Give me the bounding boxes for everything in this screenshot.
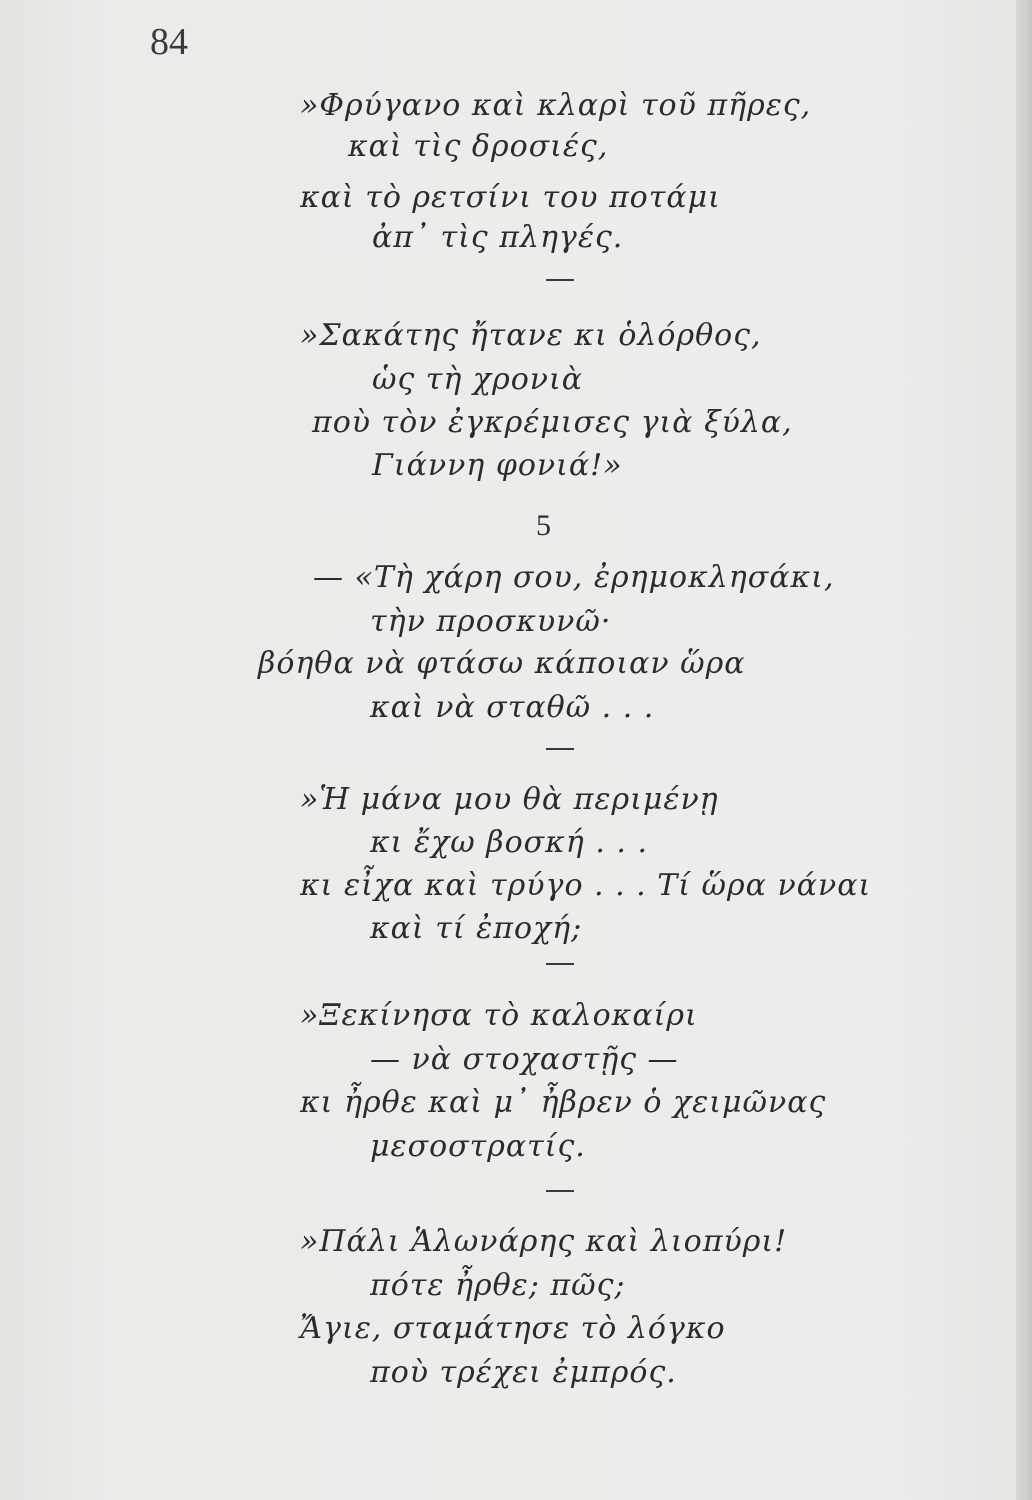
poem-line: ὡς τὴ χρονιὰ <box>372 362 584 397</box>
section-number: 5 <box>536 509 551 542</box>
stanza-separator <box>546 279 574 281</box>
poem-line: — «Τὴ χάρη σου, ἐρημοκλησάκι, <box>313 560 835 595</box>
poem-line: »Φρύγανο καὶ κλαρὶ τοῦ πῆρες, <box>300 88 812 123</box>
poem-line: κι εἶχα καὶ τρύγο . . . Τί ὥρα νάναι <box>300 868 872 903</box>
poem-line: ἀπ᾽ τὶς πληγές. <box>372 220 624 255</box>
poem-line: μεσοστρατίς. <box>370 1129 586 1164</box>
poem-line: »Ξεκίνησα τὸ καλοκαίρι <box>300 998 698 1033</box>
poem-line: »Σακάτης ἤτανε κι ὁλόρθος, <box>300 318 762 353</box>
poem-line: »Ἡ μάνα μου θὰ περιμένῃ <box>300 782 719 817</box>
poem-line: Ἄγιε, σταμάτησε τὸ λόγκο <box>300 1311 726 1346</box>
poem-line: καὶ τί ἐποχή; <box>370 911 583 946</box>
poem-line: καὶ νὰ σταθῶ . . . <box>370 690 655 725</box>
poem-line: τὴν προσκυνῶ· <box>370 604 612 639</box>
poem-line: πότε ἦρθε; πῶς; <box>370 1268 626 1303</box>
poem-line: »Πάλι Ἁλωνάρης καὶ λιοπύρι! <box>300 1224 788 1259</box>
page-number: 84 <box>150 21 188 63</box>
page-edge-shadow <box>1016 0 1032 1500</box>
poem-line: — νὰ στοχαστῇς — <box>370 1042 679 1077</box>
poem-line: καὶ τὸ ρετσίνι του ποτάμι <box>300 180 721 215</box>
poem-line: καὶ τὶς δροσιές, <box>348 129 609 164</box>
poem-line: ποὺ τρέχει ἐμπρός. <box>370 1355 677 1390</box>
poem-line: βόηθα νὰ φτάσω κάποιαν ὥρα <box>258 646 746 681</box>
poem-line: ποὺ τὸν ἐγκρέμισες γιὰ ξύλα, <box>312 405 793 440</box>
stanza-separator <box>546 963 574 965</box>
poem-line: κι ἦρθε καὶ μ᾽ ἦβρεν ὁ χειμῶνας <box>300 1085 827 1120</box>
poem-line: Γιάννη φονιά!» <box>372 448 623 483</box>
poem-line: κι ἔχω βοσκή . . . <box>370 825 648 860</box>
stanza-separator <box>546 748 574 750</box>
stanza-separator <box>546 1190 574 1192</box>
